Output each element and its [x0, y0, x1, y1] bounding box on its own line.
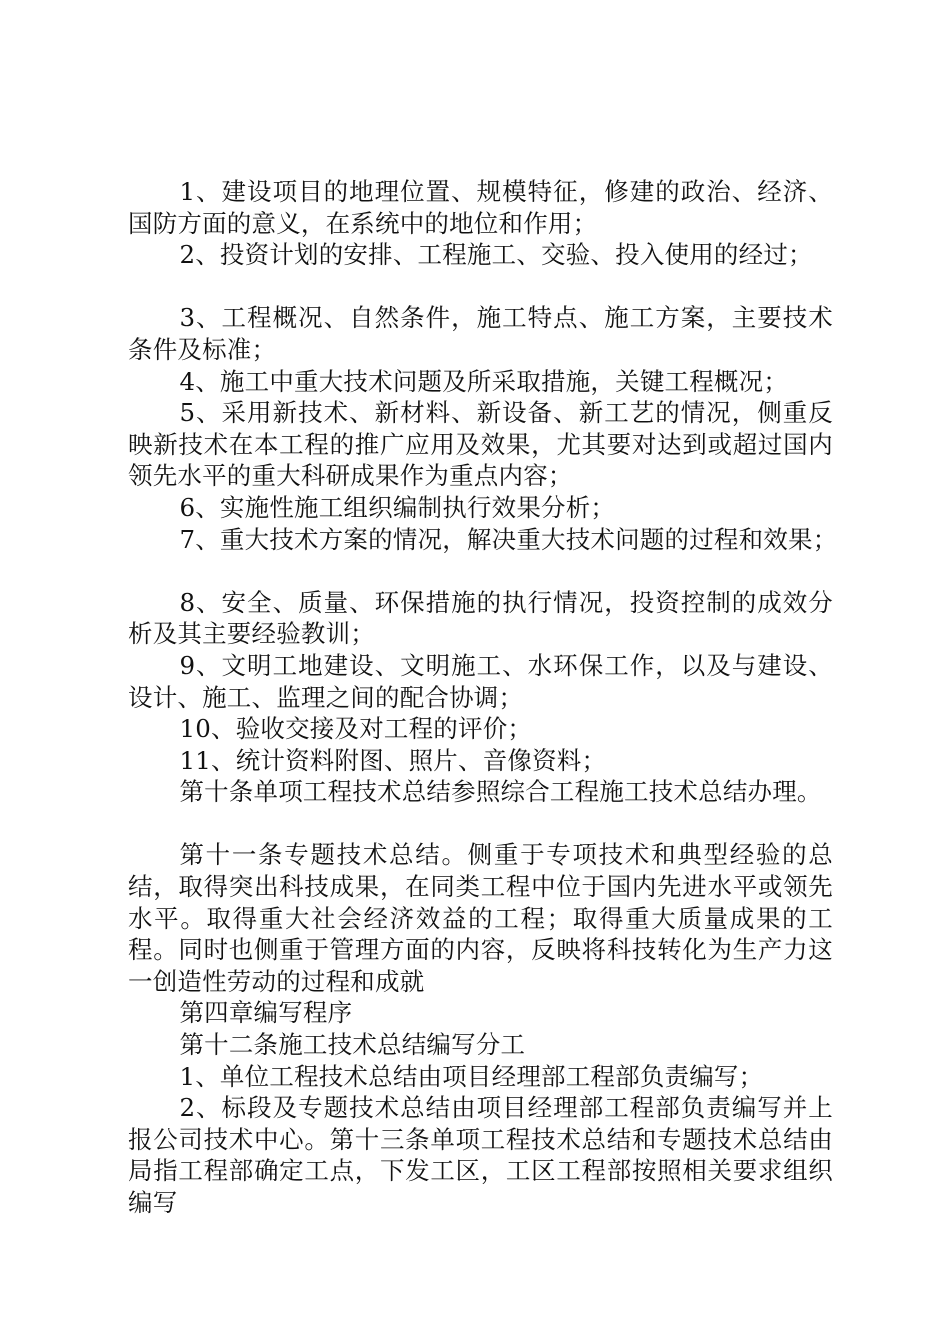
chapter-4-heading: 第四章编写程序	[179, 998, 353, 1028]
document-body	[128, 176, 838, 1219]
paragraph-item-9: 9、文明工地建设、文明施工、水环保工作，以及与建设、设计、施工、监理之间的配合协调；	[128, 650, 833, 712]
paragraph-item-8: 8、安全、质量、环保措施的执行情况，投资控制的成效分析及其主要经验教训；	[128, 587, 833, 649]
paragraph-item-6: 6、实施性施工组织编制执行效果分析；	[179, 492, 616, 522]
article-10: 第十条单项工程技术总结参照综合工程施工技术总结办理。	[179, 777, 822, 807]
paragraph-item-2: 2、投资计划的安排、工程施工、交验、投入使用的经过；	[179, 240, 813, 270]
paragraph-item-3: 3、工程概况、自然条件，施工特点、施工方案，主要技术条件及标准；	[128, 303, 833, 364]
article-12-item-2: 2、标段及专题技术总结由项目经理部工程部负责编写并上报公司技术中心。第十三条单项工程技术总结和专题技术总结由局指工程部确定工点，下发工区，工区工程部按照相关要求组织编写	[128, 1093, 833, 1217]
paragraph-item-7: 7、重大技术方案的情况，解决重大技术问题的过程和效果；	[179, 524, 838, 554]
paragraph-item-10: 10、验收交接及对工程的评价；	[179, 714, 533, 744]
article-12: 第十二条施工技术总结编写分工	[179, 1030, 526, 1060]
paragraph-item-4: 4、施工中重大技术问题及所采取措施，关键工程概况；	[179, 366, 789, 396]
paragraph-item-5: 5、采用新技术、新材料、新设备、新工艺的情况，侧重反映新技术在本工程的推广应用及效果，尤其要对达到或超过国内领先水平的重大科研成果作为重点内容；	[128, 398, 833, 491]
paragraph-item-1: 1、建设项目的地理位置、规模特征，修建的政治、经济、国防方面的意义，在系统中的地位和作用；	[128, 177, 833, 238]
article-12-item-1: 1、单位工程技术总结由项目经理部工程部负责编写；	[179, 1061, 764, 1091]
article-11: 第十一条专题技术总结。侧重于专项技术和典型经验的总结，取得突出科技成果，在同类工程中位于国内先进水平或领先水平。取得重大社会经济效益的工程；取得重大质量成果的工程。同时也侧重于管理方面的内容，反映将科技转化为生产力这一创造性劳动的过程和成就	[128, 840, 833, 996]
paragraph-item-11: 11、统计资料附图、照片、音像资料；	[179, 745, 607, 775]
